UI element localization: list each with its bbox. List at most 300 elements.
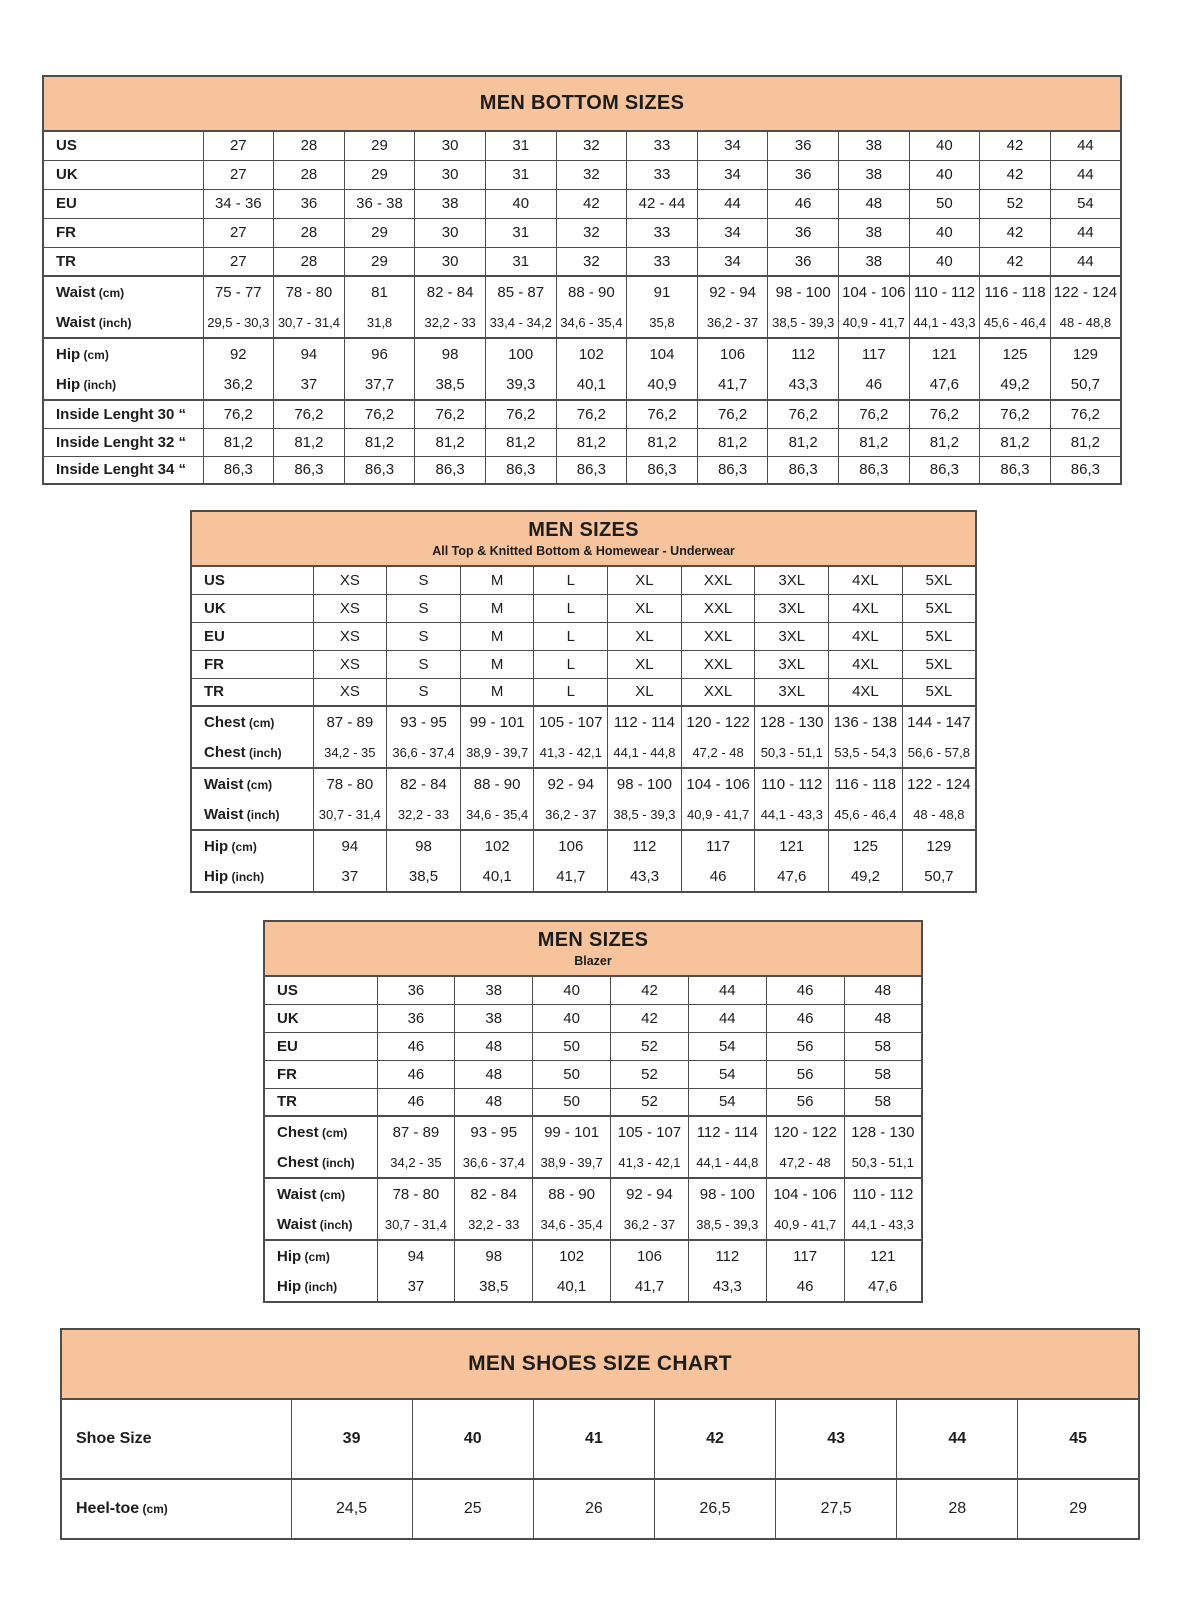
size-table: [263, 975, 923, 1303]
row-label: Waist (cm): [191, 768, 313, 799]
size-cell: 42: [556, 189, 627, 218]
size-cell: S: [387, 678, 461, 706]
size-cell: 34,6 - 35,4: [460, 799, 534, 830]
size-cell: 49,2: [829, 861, 903, 892]
size-cell: XL: [608, 678, 682, 706]
size-cell: 34: [697, 160, 768, 189]
size-cell: 110 - 112: [844, 1178, 922, 1209]
row-label: US: [43, 131, 203, 160]
row-label: Hip (inch): [264, 1271, 377, 1302]
size-cell: 136 - 138: [829, 706, 903, 737]
size-cell: 26: [533, 1479, 654, 1539]
size-cell: 81,2: [768, 428, 839, 456]
size-cell: 44: [1050, 160, 1121, 189]
size-cell: 56,6 - 57,8: [902, 737, 976, 768]
size-cell: 32,2 - 33: [455, 1209, 533, 1240]
size-cell: 54: [1050, 189, 1121, 218]
size-cell: 30: [415, 218, 486, 247]
row-label: Hip (inch): [43, 369, 203, 400]
size-cell: 31: [485, 160, 556, 189]
size-cell: 86,3: [344, 456, 415, 484]
size-cell: 38,5 - 39,3: [688, 1209, 766, 1240]
row-label: Waist (cm): [264, 1178, 377, 1209]
size-cell: S: [387, 650, 461, 678]
size-cell: 54: [688, 1032, 766, 1060]
size-cell: 36,6 - 37,4: [387, 737, 461, 768]
size-cell: 92 - 94: [611, 1178, 689, 1209]
size-cell: 38: [415, 189, 486, 218]
table-header-band: [60, 1328, 1140, 1398]
size-cell: 36: [768, 131, 839, 160]
size-cell: 81,2: [627, 428, 698, 456]
size-cell: 144 - 147: [902, 706, 976, 737]
size-cell: 96: [344, 338, 415, 369]
row-label: Chest (inch): [264, 1147, 377, 1178]
size-cell: 53,5 - 54,3: [829, 737, 903, 768]
size-cell: XL: [608, 622, 682, 650]
size-cell: 48: [455, 1060, 533, 1088]
size-cell: 86,3: [1050, 456, 1121, 484]
size-cell: 102: [460, 830, 534, 861]
size-cell: 30,7 - 31,4: [274, 307, 345, 338]
size-cell: 104 - 106: [838, 276, 909, 307]
row-label: TR: [191, 678, 313, 706]
size-cell: 29: [344, 160, 415, 189]
size-cell: 38,5: [415, 369, 486, 400]
size-cell: 41,7: [534, 861, 608, 892]
row-label: Hip (cm): [264, 1240, 377, 1271]
size-cell: 46: [766, 1004, 844, 1032]
size-cell: 36,2: [203, 369, 274, 400]
size-cell: 33: [627, 131, 698, 160]
size-cell: 99 - 101: [460, 706, 534, 737]
size-cell: 106: [534, 830, 608, 861]
size-cell: 128 - 130: [844, 1116, 922, 1147]
size-cell: 34 - 36: [203, 189, 274, 218]
size-cell: 4XL: [829, 622, 903, 650]
size-cell: 56: [766, 1060, 844, 1088]
size-cell: 75 - 77: [203, 276, 274, 307]
size-cell: 76,2: [627, 400, 698, 428]
size-cell: 56: [766, 1032, 844, 1060]
size-cell: 36: [274, 189, 345, 218]
size-cell: 93 - 95: [387, 706, 461, 737]
row-label: Inside Lenght 32 “: [43, 428, 203, 456]
size-cell: 86,3: [697, 456, 768, 484]
size-cell: 40,9 - 41,7: [838, 307, 909, 338]
size-cell: XS: [313, 566, 387, 594]
size-cell: M: [460, 622, 534, 650]
table-header-band: [263, 920, 923, 975]
size-cell: 50,7: [1050, 369, 1121, 400]
size-cell: 48: [844, 976, 922, 1004]
size-cell: 38,5 - 39,3: [608, 799, 682, 830]
size-cell: 3XL: [755, 594, 829, 622]
size-cell: 91: [627, 276, 698, 307]
size-cell: 92 - 94: [534, 768, 608, 799]
size-cell: 81,2: [344, 428, 415, 456]
size-cell: S: [387, 622, 461, 650]
size-cell: 82 - 84: [387, 768, 461, 799]
size-cell: L: [534, 622, 608, 650]
size-cell: L: [534, 594, 608, 622]
size-cell: 81,2: [485, 428, 556, 456]
size-cell: 43,3: [608, 861, 682, 892]
size-cell: 38: [838, 160, 909, 189]
size-cell: 86,3: [909, 456, 980, 484]
size-cell: 81,2: [1050, 428, 1121, 456]
size-cell: 34: [697, 247, 768, 276]
size-cell: 81,2: [203, 428, 274, 456]
size-cell: XS: [313, 622, 387, 650]
size-cell: 106: [611, 1240, 689, 1271]
size-cell: 54: [688, 1060, 766, 1088]
size-cell: 87 - 89: [313, 706, 387, 737]
size-cell: 81,2: [274, 428, 345, 456]
size-cell: 41,3 - 42,1: [534, 737, 608, 768]
row-label: TR: [264, 1088, 377, 1116]
size-cell: 76,2: [980, 400, 1051, 428]
row-label: TR: [43, 247, 203, 276]
size-cell: 34: [697, 131, 768, 160]
size-cell: 105 - 107: [534, 706, 608, 737]
row-label: Hip (cm): [191, 830, 313, 861]
size-cell: 81,2: [415, 428, 486, 456]
size-cell: S: [387, 594, 461, 622]
men-shoes-size-table: [60, 1328, 1140, 1540]
size-cell: 5XL: [902, 566, 976, 594]
size-cell: 36: [377, 1004, 455, 1032]
size-cell: 33: [627, 247, 698, 276]
size-cell: 44: [688, 976, 766, 1004]
size-cell: 3XL: [755, 678, 829, 706]
size-cell: XL: [608, 650, 682, 678]
size-cell: 88 - 90: [533, 1178, 611, 1209]
size-cell: 37: [377, 1271, 455, 1302]
size-cell: 116 - 118: [980, 276, 1051, 307]
size-cell: 102: [533, 1240, 611, 1271]
size-cell: 48: [455, 1032, 533, 1060]
size-cell: 49,2: [980, 369, 1051, 400]
size-cell: 37: [313, 861, 387, 892]
size-cell: 44,1 - 43,3: [909, 307, 980, 338]
size-cell: 46: [377, 1088, 455, 1116]
row-label: Hip (inch): [191, 861, 313, 892]
size-cell: 76,2: [415, 400, 486, 428]
size-cell: 42: [611, 1004, 689, 1032]
size-cell: 38,9 - 39,7: [460, 737, 534, 768]
size-cell: 40: [533, 976, 611, 1004]
size-cell: 98: [455, 1240, 533, 1271]
size-cell: 40: [909, 247, 980, 276]
size-cell: 42: [980, 160, 1051, 189]
size-cell: 76,2: [485, 400, 556, 428]
size-cell: 33: [627, 218, 698, 247]
size-cell: 27: [203, 131, 274, 160]
size-cell: 46: [377, 1032, 455, 1060]
row-label: Waist (inch): [264, 1209, 377, 1240]
size-cell: 40: [909, 131, 980, 160]
size-cell: L: [534, 678, 608, 706]
size-cell: 47,6: [844, 1271, 922, 1302]
size-cell: 29: [344, 218, 415, 247]
size-cell: 5XL: [902, 622, 976, 650]
size-cell: 42 - 44: [627, 189, 698, 218]
size-cell: 86,3: [768, 456, 839, 484]
size-cell: 98: [415, 338, 486, 369]
size-cell: 29: [344, 247, 415, 276]
row-label: Waist (inch): [43, 307, 203, 338]
size-cell: 78 - 80: [377, 1178, 455, 1209]
size-cell: 48 - 48,8: [902, 799, 976, 830]
size-cell: 40,1: [460, 861, 534, 892]
size-cell: 4XL: [829, 678, 903, 706]
size-cell: 36,6 - 37,4: [455, 1147, 533, 1178]
size-cell: 27,5: [776, 1479, 897, 1539]
size-cell: 81: [344, 276, 415, 307]
size-cell: 37,7: [344, 369, 415, 400]
size-cell: 94: [274, 338, 345, 369]
size-cell: XL: [608, 566, 682, 594]
size-cell: 35,8: [627, 307, 698, 338]
size-cell: 38: [455, 1004, 533, 1032]
size-cell: 46: [766, 976, 844, 1004]
size-cell: 50: [909, 189, 980, 218]
size-cell: 76,2: [1050, 400, 1121, 428]
size-cell: 32: [556, 247, 627, 276]
size-cell: 112: [768, 338, 839, 369]
size-cell: 24,5: [291, 1479, 412, 1539]
table-subtitle: Blazer: [574, 953, 612, 968]
size-cell: 56: [766, 1088, 844, 1116]
size-cell: 122 - 124: [902, 768, 976, 799]
men-sizes-blazer-table: [263, 920, 923, 1303]
size-cell: 98 - 100: [768, 276, 839, 307]
size-cell: 102: [556, 338, 627, 369]
table-header-band: [190, 510, 977, 565]
size-cell: 47,2 - 48: [681, 737, 755, 768]
size-cell: 117: [838, 338, 909, 369]
size-cell: 27: [203, 160, 274, 189]
row-label: FR: [264, 1060, 377, 1088]
size-cell: 47,6: [755, 861, 829, 892]
size-cell: 44,1 - 43,3: [844, 1209, 922, 1240]
size-cell: 36,2 - 37: [534, 799, 608, 830]
size-cell: 54: [688, 1088, 766, 1116]
size-cell: 92: [203, 338, 274, 369]
size-cell: 81,2: [556, 428, 627, 456]
size-cell: 78 - 80: [313, 768, 387, 799]
size-cell: 98 - 100: [608, 768, 682, 799]
size-cell: 40: [909, 218, 980, 247]
row-label: EU: [264, 1032, 377, 1060]
size-cell: 5XL: [902, 650, 976, 678]
size-cell: 128 - 130: [755, 706, 829, 737]
size-cell: 40: [533, 1004, 611, 1032]
size-cell: 34,6 - 35,4: [556, 307, 627, 338]
size-cell: 48: [455, 1088, 533, 1116]
row-label: Waist (cm): [43, 276, 203, 307]
size-cell: 31: [485, 131, 556, 160]
size-cell: 40,9 - 41,7: [766, 1209, 844, 1240]
size-cell: 3XL: [755, 566, 829, 594]
size-cell: 104 - 106: [766, 1178, 844, 1209]
size-cell: 81,2: [909, 428, 980, 456]
size-cell: 121: [755, 830, 829, 861]
size-cell: L: [534, 650, 608, 678]
size-cell: 38: [838, 247, 909, 276]
size-cell: 30,7 - 31,4: [313, 799, 387, 830]
size-cell: 43,3: [688, 1271, 766, 1302]
size-cell: 48 - 48,8: [1050, 307, 1121, 338]
size-cell: 52: [611, 1088, 689, 1116]
size-cell: 42: [980, 131, 1051, 160]
size-cell: 76,2: [274, 400, 345, 428]
size-cell: 81,2: [980, 428, 1051, 456]
size-cell: 28: [274, 131, 345, 160]
row-label: US: [264, 976, 377, 1004]
size-cell: 112: [608, 830, 682, 861]
size-cell: 120 - 122: [681, 706, 755, 737]
size-cell: 112 - 114: [688, 1116, 766, 1147]
size-cell: 46: [838, 369, 909, 400]
size-cell: 42: [980, 218, 1051, 247]
men-bottom-sizes-table: [42, 75, 1122, 485]
size-cell: 32: [556, 218, 627, 247]
size-cell: 41: [533, 1399, 654, 1479]
row-label: Waist (inch): [191, 799, 313, 830]
size-cell: 32: [556, 131, 627, 160]
size-cell: 44: [897, 1399, 1018, 1479]
table-subtitle: All Top & Knitted Bottom & Homewear - Underwear: [432, 543, 735, 558]
size-cell: 88 - 90: [556, 276, 627, 307]
size-cell: 44: [1050, 247, 1121, 276]
size-cell: XXL: [681, 566, 755, 594]
size-cell: 33,4 - 34,2: [485, 307, 556, 338]
size-cell: 46: [681, 861, 755, 892]
size-cell: 32,2 - 33: [415, 307, 486, 338]
size-cell: 110 - 112: [909, 276, 980, 307]
size-cell: 43,3: [768, 369, 839, 400]
size-cell: 36: [768, 218, 839, 247]
size-cell: 45,6 - 46,4: [829, 799, 903, 830]
size-cell: M: [460, 594, 534, 622]
size-cell: 50: [533, 1060, 611, 1088]
size-cell: 50,3 - 51,1: [755, 737, 829, 768]
size-cell: 41,7: [697, 369, 768, 400]
size-cell: 39,3: [485, 369, 556, 400]
row-label: FR: [191, 650, 313, 678]
size-cell: 125: [980, 338, 1051, 369]
size-cell: 36: [377, 976, 455, 1004]
row-label: Chest (cm): [264, 1116, 377, 1147]
size-cell: XS: [313, 594, 387, 622]
table-title: MEN SIZES: [537, 928, 649, 951]
size-cell: XL: [608, 594, 682, 622]
size-cell: 58: [844, 1088, 922, 1116]
size-cell: 48: [844, 1004, 922, 1032]
size-cell: 94: [377, 1240, 455, 1271]
size-cell: 40,1: [533, 1271, 611, 1302]
size-cell: 37: [274, 369, 345, 400]
size-cell: 50: [533, 1088, 611, 1116]
table-title: MEN SHOES SIZE CHART: [468, 1351, 732, 1375]
size-cell: 42: [980, 247, 1051, 276]
size-cell: XXL: [681, 622, 755, 650]
size-cell: 58: [844, 1032, 922, 1060]
size-cell: L: [534, 566, 608, 594]
size-cell: 76,2: [344, 400, 415, 428]
size-cell: 100: [485, 338, 556, 369]
size-cell: 40,9: [627, 369, 698, 400]
size-cell: 27: [203, 247, 274, 276]
size-cell: 121: [844, 1240, 922, 1271]
size-cell: 104 - 106: [681, 768, 755, 799]
size-cell: M: [460, 678, 534, 706]
size-cell: 41,7: [611, 1271, 689, 1302]
men-sizes-top-table: [190, 510, 977, 893]
size-cell: 42: [654, 1399, 775, 1479]
size-cell: 38: [838, 131, 909, 160]
size-cell: 125: [829, 830, 903, 861]
size-cell: 122 - 124: [1050, 276, 1121, 307]
size-cell: 31: [485, 218, 556, 247]
size-cell: 3XL: [755, 650, 829, 678]
size-table: [60, 1398, 1140, 1540]
size-cell: 28: [274, 160, 345, 189]
size-cell: 129: [902, 830, 976, 861]
size-cell: 29,5 - 30,3: [203, 307, 274, 338]
size-cell: 30: [415, 247, 486, 276]
size-cell: 81,2: [838, 428, 909, 456]
size-cell: 98 - 100: [688, 1178, 766, 1209]
size-cell: 44: [1050, 131, 1121, 160]
size-cell: 81,2: [697, 428, 768, 456]
size-cell: 40: [412, 1399, 533, 1479]
size-cell: 88 - 90: [460, 768, 534, 799]
size-cell: 30,7 - 31,4: [377, 1209, 455, 1240]
size-cell: 98: [387, 830, 461, 861]
size-cell: 112: [688, 1240, 766, 1271]
table-title: MEN BOTTOM SIZES: [479, 92, 685, 114]
size-cell: 36: [768, 160, 839, 189]
size-cell: 112 - 114: [608, 706, 682, 737]
size-cell: 38: [838, 218, 909, 247]
size-cell: 28: [897, 1479, 1018, 1539]
size-cell: 116 - 118: [829, 768, 903, 799]
size-cell: 31,8: [344, 307, 415, 338]
row-label: Inside Lenght 34 “: [43, 456, 203, 484]
size-cell: 4XL: [829, 650, 903, 678]
size-cell: 40: [909, 160, 980, 189]
size-cell: 41,3 - 42,1: [611, 1147, 689, 1178]
row-label: Chest (cm): [191, 706, 313, 737]
size-cell: 86,3: [485, 456, 556, 484]
size-cell: 92 - 94: [697, 276, 768, 307]
size-cell: 38: [455, 976, 533, 1004]
size-cell: 39: [291, 1399, 412, 1479]
size-cell: 86,3: [415, 456, 486, 484]
size-cell: 86,3: [274, 456, 345, 484]
size-cell: 47,6: [909, 369, 980, 400]
size-cell: 44: [697, 189, 768, 218]
size-cell: 86,3: [203, 456, 274, 484]
size-cell: 45,6 - 46,4: [980, 307, 1051, 338]
size-cell: 38,5 - 39,3: [768, 307, 839, 338]
size-cell: 40,9 - 41,7: [681, 799, 755, 830]
size-cell: 46: [766, 1271, 844, 1302]
row-label: EU: [43, 189, 203, 218]
